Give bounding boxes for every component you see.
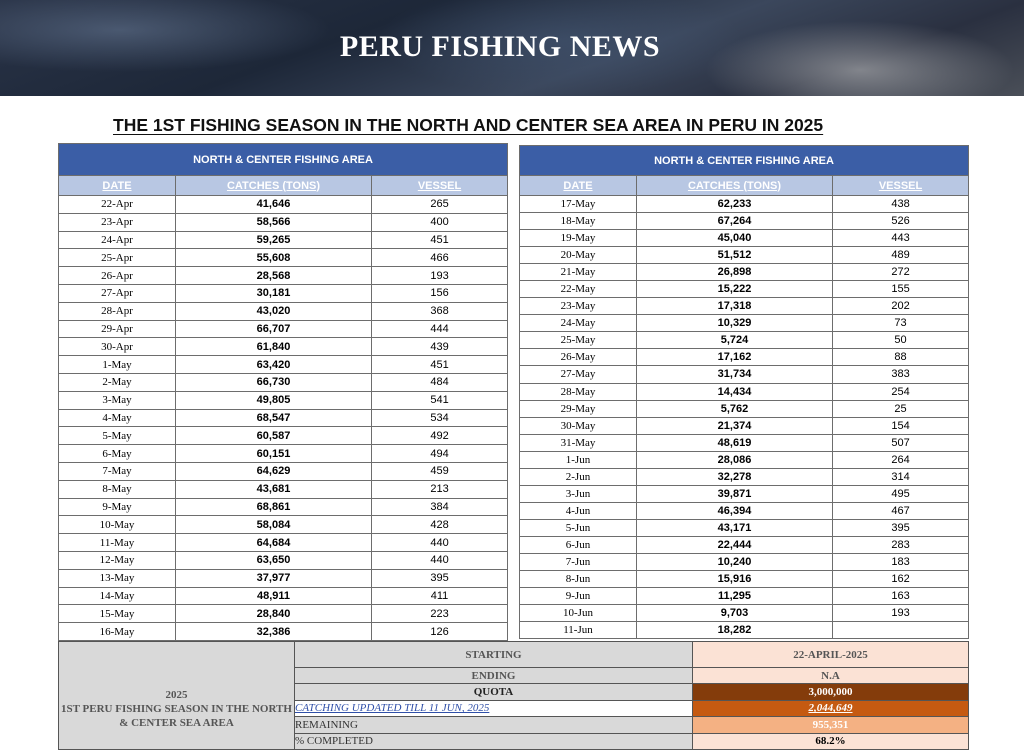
header-vessel: VESSEL [833, 176, 969, 196]
table-row [59, 516, 508, 534]
vessel-cell: 88 [833, 349, 969, 366]
quota-label: QUOTA [295, 684, 693, 700]
catch-cell: 28,086 [637, 451, 833, 468]
catch-cell: 43,171 [637, 519, 833, 536]
catch-cell: 43,020 [176, 302, 372, 320]
vessel-cell: 495 [833, 485, 969, 502]
vessel-cell: 314 [833, 468, 969, 485]
date-cell: 23-May [520, 298, 637, 315]
season-summary-table [58, 641, 969, 750]
date-cell: 18-May [520, 213, 637, 230]
catch-cell: 22,444 [637, 536, 833, 553]
table-row [520, 315, 969, 332]
date-cell: 1-May [59, 356, 176, 374]
catch-cell: 62,233 [637, 196, 833, 213]
table-row [59, 480, 508, 498]
vessel-cell: 254 [833, 383, 969, 400]
date-cell: 26-May [520, 349, 637, 366]
vessel-cell: 534 [372, 409, 508, 427]
vessel-cell: 459 [372, 462, 508, 480]
vessel-cell: 428 [372, 516, 508, 534]
vessel-cell: 383 [833, 366, 969, 383]
completed-value: 68.2% [693, 733, 969, 749]
catch-cell: 66,730 [176, 373, 372, 391]
ending-value: N.A [693, 668, 969, 684]
catch-cell: 15,222 [637, 281, 833, 298]
table-row [59, 249, 508, 267]
table-row [520, 485, 969, 502]
vessel-cell: 202 [833, 298, 969, 315]
vessel-cell: 223 [372, 605, 508, 623]
date-cell: 24-Apr [59, 231, 176, 249]
completed-label: % COMPLETED [295, 733, 693, 749]
header-vessel: VESSEL [372, 176, 508, 196]
table-row [520, 417, 969, 434]
table-row [59, 587, 508, 605]
vessel-cell: 213 [372, 480, 508, 498]
catch-cell: 64,684 [176, 534, 372, 552]
date-cell: 12-May [59, 551, 176, 569]
table-row [520, 213, 969, 230]
date-cell: 22-May [520, 281, 637, 298]
page-title: THE 1ST FISHING SEASON IN THE NORTH AND CENTER SEA AREA IN PERU IN 2025 [113, 115, 824, 135]
area-title: NORTH & CENTER FISHING AREA [520, 146, 969, 176]
catch-cell: 37,977 [176, 569, 372, 587]
date-cell: 20-May [520, 247, 637, 264]
table-row [520, 451, 969, 468]
catch-cell: 32,386 [176, 623, 372, 641]
date-cell: 7-Jun [520, 553, 637, 570]
catch-cell: 28,840 [176, 605, 372, 623]
catch-cell: 45,040 [637, 230, 833, 247]
date-cell: 2-Jun [520, 468, 637, 485]
vessel-cell: 489 [833, 247, 969, 264]
table-row [59, 213, 508, 231]
catch-cell: 58,084 [176, 516, 372, 534]
table-row [59, 498, 508, 516]
vessel-cell: 400 [372, 213, 508, 231]
vessel-cell: 50 [833, 332, 969, 349]
catch-cell: 55,608 [176, 249, 372, 267]
area-title: NORTH & CENTER FISHING AREA [59, 144, 508, 176]
vessel-cell: 484 [372, 373, 508, 391]
date-cell: 9-May [59, 498, 176, 516]
date-cell: 25-May [520, 332, 637, 349]
vessel-cell: 384 [372, 498, 508, 516]
catch-cell: 26,898 [637, 264, 833, 281]
table-row [59, 462, 508, 480]
catch-cell: 60,151 [176, 445, 372, 463]
date-cell: 22-Apr [59, 196, 176, 214]
vessel-cell: 507 [833, 434, 969, 451]
header-catches: CATCHES (TONS) [637, 176, 833, 196]
catch-cell: 31,734 [637, 366, 833, 383]
table-row [520, 383, 969, 400]
table-row [59, 409, 508, 427]
catch-cell: 63,420 [176, 356, 372, 374]
catch-cell: 64,629 [176, 462, 372, 480]
catch-cell: 43,681 [176, 480, 372, 498]
date-cell: 28-May [520, 383, 637, 400]
vessel-cell: 466 [372, 249, 508, 267]
table-row [59, 231, 508, 249]
catch-cell: 17,318 [637, 298, 833, 315]
catch-cell: 10,329 [637, 315, 833, 332]
date-cell: 3-Jun [520, 485, 637, 502]
table-row [59, 196, 508, 214]
season-summary-label [59, 642, 295, 750]
date-cell: 27-Apr [59, 284, 176, 302]
catch-cell: 51,512 [637, 247, 833, 264]
remaining-value: 955,351 [693, 717, 969, 733]
date-cell: 25-Apr [59, 249, 176, 267]
table-row [59, 569, 508, 587]
date-cell: 6-Jun [520, 536, 637, 553]
quota-value: 3,000,000 [693, 684, 969, 700]
date-cell: 27-May [520, 366, 637, 383]
vessel-cell: 395 [833, 519, 969, 536]
table-row [59, 551, 508, 569]
vessel-cell: 193 [833, 605, 969, 622]
date-cell: 13-May [59, 569, 176, 587]
catch-cell: 32,278 [637, 468, 833, 485]
table-row [59, 320, 508, 338]
catch-cell: 18,282 [637, 622, 833, 639]
table-row [59, 391, 508, 409]
vessel-cell [833, 622, 969, 639]
catch-cell: 30,181 [176, 284, 372, 302]
vessel-cell: 411 [372, 587, 508, 605]
catch-cell: 41,646 [176, 196, 372, 214]
date-cell: 24-May [520, 315, 637, 332]
date-cell: 19-May [520, 230, 637, 247]
catch-cell: 5,762 [637, 400, 833, 417]
vessel-cell: 440 [372, 551, 508, 569]
table-row [520, 588, 969, 605]
table-row [520, 366, 969, 383]
catch-cell: 21,374 [637, 417, 833, 434]
date-cell: 6-May [59, 445, 176, 463]
catch-cell: 5,724 [637, 332, 833, 349]
table-row [59, 302, 508, 320]
catch-cell: 59,265 [176, 231, 372, 249]
date-cell: 4-Jun [520, 502, 637, 519]
date-cell: 10-Jun [520, 605, 637, 622]
table-row [520, 400, 969, 417]
catch-cell: 28,568 [176, 267, 372, 285]
date-cell: 3-May [59, 391, 176, 409]
season-year: 2025 [165, 689, 188, 702]
catch-cell: 10,240 [637, 553, 833, 570]
catch-cell: 63,650 [176, 551, 372, 569]
vessel-cell: 25 [833, 400, 969, 417]
vessel-cell: 283 [833, 536, 969, 553]
catch-cell: 68,547 [176, 409, 372, 427]
vessel-cell: 467 [833, 502, 969, 519]
date-cell: 4-May [59, 409, 176, 427]
table-row [59, 605, 508, 623]
date-cell: 10-May [59, 516, 176, 534]
catch-cell: 14,434 [637, 383, 833, 400]
date-cell: 1-Jun [520, 451, 637, 468]
vessel-cell: 492 [372, 427, 508, 445]
table-row [520, 536, 969, 553]
date-cell: 28-Apr [59, 302, 176, 320]
header-date: DATE [520, 176, 637, 196]
date-cell: 11-May [59, 534, 176, 552]
vessel-cell: 438 [833, 196, 969, 213]
catch-cell: 48,911 [176, 587, 372, 605]
catch-cell: 61,840 [176, 338, 372, 356]
table-row [520, 298, 969, 315]
catch-cell: 67,264 [637, 213, 833, 230]
table-row [59, 267, 508, 285]
catch-cell: 66,707 [176, 320, 372, 338]
date-cell: 8-Jun [520, 571, 637, 588]
header-date: DATE [59, 176, 176, 196]
vessel-cell: 154 [833, 417, 969, 434]
vessel-cell: 156 [372, 284, 508, 302]
banner-title: PERU FISHING NEWS [339, 30, 661, 63]
date-cell: 14-May [59, 587, 176, 605]
vessel-cell: 272 [833, 264, 969, 281]
date-cell: 23-Apr [59, 213, 176, 231]
date-cell: 5-May [59, 427, 176, 445]
catch-cell: 15,916 [637, 571, 833, 588]
catch-cell: 60,587 [176, 427, 372, 445]
table-row [59, 284, 508, 302]
starting-label: STARTING [295, 642, 693, 668]
season-description: 1ST PERU FISHING SEASON IN THE NORTH & CENTER SEA AREA [61, 703, 292, 730]
date-cell: 11-Jun [520, 622, 637, 639]
vessel-cell: 541 [372, 391, 508, 409]
date-cell: 29-May [520, 400, 637, 417]
date-cell: 31-May [520, 434, 637, 451]
vessel-cell: 451 [372, 356, 508, 374]
vessel-cell: 368 [372, 302, 508, 320]
vessel-cell: 155 [833, 281, 969, 298]
catch-cell: 48,619 [637, 434, 833, 451]
table-row [520, 605, 969, 622]
table-row [59, 356, 508, 374]
date-cell: 17-May [520, 196, 637, 213]
vessel-cell: 444 [372, 320, 508, 338]
table-row [520, 247, 969, 264]
vessel-cell: 526 [833, 213, 969, 230]
catch-cell: 9,703 [637, 605, 833, 622]
date-cell: 30-Apr [59, 338, 176, 356]
catch-cell: 46,394 [637, 502, 833, 519]
vessel-cell: 494 [372, 445, 508, 463]
catch-cell: 11,295 [637, 588, 833, 605]
catching-updated-link[interactable]: CATCHING UPDATED TILL 11 JUN, 2025 [295, 702, 490, 715]
catch-table-right [519, 145, 969, 639]
vessel-cell: 73 [833, 315, 969, 332]
starting-value: 22-APRIL-2025 [693, 642, 969, 668]
table-row [520, 519, 969, 536]
table-row [59, 338, 508, 356]
date-cell: 8-May [59, 480, 176, 498]
table-row [520, 622, 969, 639]
date-cell: 16-May [59, 623, 176, 641]
vessel-cell: 443 [833, 230, 969, 247]
vessel-cell: 163 [833, 588, 969, 605]
header-catches: CATCHES (TONS) [176, 176, 372, 196]
header-banner [0, 0, 1024, 96]
date-cell: 7-May [59, 462, 176, 480]
table-row [59, 445, 508, 463]
date-cell: 9-Jun [520, 588, 637, 605]
vessel-cell: 265 [372, 196, 508, 214]
table-row [520, 230, 969, 247]
table-row [520, 332, 969, 349]
table-row [59, 373, 508, 391]
table-row [520, 468, 969, 485]
catch-cell: 49,805 [176, 391, 372, 409]
catching-value: 2,044,649 [808, 702, 853, 715]
table-row [520, 571, 969, 588]
table-row [520, 196, 969, 213]
table-row [59, 623, 508, 641]
table-row [59, 534, 508, 552]
table-row [59, 427, 508, 445]
vessel-cell: 395 [372, 569, 508, 587]
vessel-cell: 193 [372, 267, 508, 285]
vessel-cell: 439 [372, 338, 508, 356]
table-row [520, 553, 969, 570]
vessel-cell: 440 [372, 534, 508, 552]
date-cell: 26-Apr [59, 267, 176, 285]
table-row [520, 281, 969, 298]
catch-cell: 68,861 [176, 498, 372, 516]
table-row [520, 264, 969, 281]
date-cell: 2-May [59, 373, 176, 391]
date-cell: 29-Apr [59, 320, 176, 338]
vessel-cell: 126 [372, 623, 508, 641]
table-row [520, 434, 969, 451]
catch-table-left [58, 143, 508, 641]
date-cell: 30-May [520, 417, 637, 434]
remaining-label: REMAINING [295, 717, 693, 733]
date-cell: 15-May [59, 605, 176, 623]
date-cell: 21-May [520, 264, 637, 281]
catch-cell: 39,871 [637, 485, 833, 502]
table-row [520, 349, 969, 366]
vessel-cell: 264 [833, 451, 969, 468]
catch-cell: 58,566 [176, 213, 372, 231]
catch-cell: 17,162 [637, 349, 833, 366]
date-cell: 5-Jun [520, 519, 637, 536]
ending-label: ENDING [295, 668, 693, 684]
vessel-cell: 162 [833, 571, 969, 588]
vessel-cell: 451 [372, 231, 508, 249]
vessel-cell: 183 [833, 553, 969, 570]
table-row [520, 502, 969, 519]
